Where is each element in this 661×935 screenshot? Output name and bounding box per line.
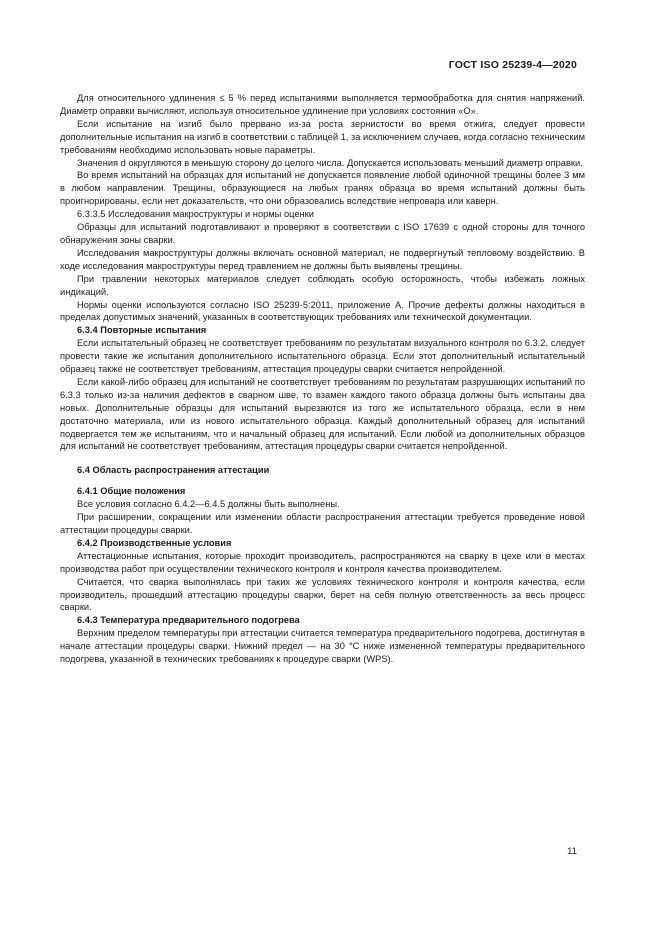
page-body (60, 92, 585, 666)
section-heading: 6.4.3 Температура предварительного подогрева (77, 615, 300, 626)
section-heading: 6.3.4 Повторные испытания (77, 325, 207, 336)
paragraph: Образцы для испытаний подготавливают и проверяют в соответствии с ISO 17639 с одной стороны для точного обнаружения зоны сварки. (60, 222, 585, 245)
section-heading: 6.4.1 Общие положения (77, 486, 186, 497)
section-heading: 6.4 Область распространения аттестации (77, 465, 270, 476)
paragraph: Все условия согласно 6.4.2—6.4.5 должны быть выполнены. (77, 499, 340, 510)
paragraph: Если испытательный образец не соответствует требованиям по результатам визуального контроля по 6.3.2, следует провести такие же испытания дополнительного испытательного образца. Если этот дополнительный испытательный образец также не соответствует требованиям, аттестация процедуры сварки считается непройденной. (60, 338, 585, 375)
paragraph: Нормы оценки используются согласно ISO 25239-5:2011, приложение A. Прочие дефекты должны находиться в пределах допустимых значений, указанных в соответствующих требованиях или технической документации. (60, 299, 585, 323)
paragraph: Исследования макроструктуры должны включать основной материал, не подвергнутый тепловому воздействию. В ходе исследования макроструктуры перед травлением не должны быть выявлены трещины. (60, 247, 585, 271)
page-number: 11 (567, 846, 577, 857)
paragraph: Если какой-либо образец для испытаний не соответствует требованиям по результатам разрушающих испытаний по 6.3.3 только из-за наличия дефектов в сварном шве, то взамен каждого такого образца должны быть испытаны два новых. Дополнительные образцы для испытаний вырезаются из того же испытательного образца, если в нем достаточно материала, или из нового испытательного образца. Каждый дополнительный образец для испытаний подвергается тем же испытаниям, что и начальный образец для испытаний. Если любой из дополнительных образцов для испытаний не соответствует требованиям, аттестация процедуры сварки считается непройденной. (60, 376, 585, 452)
paragraph: Верхним пределом температуры при аттестации считается температура предварительного подогрева, достигнутая в начале аттестации процедуры сварки. Нижний предел — на 30 °C ниже измененной температуры предварительного подогрева, указанной в технических требованиях к процедуре сварки (WPS). (60, 628, 585, 665)
document-header: ГОСТ ISO 25239-4—2020 (448, 59, 577, 71)
paragraph: Значения d округляются в меньшую сторону до целого числа. Допускается использовать меньший диаметр оправки. (77, 157, 583, 168)
paragraph: Для относительного удлинения ≤ 5 % перед испытаниями выполняется термообработка для снятия напряжений. Диаметр оправки вычисляют, используя относительное удлинение при условиях состояния «O». (60, 93, 585, 116)
subsection-title: 6.3.3.5 Исследования макроструктуры и нормы оценки (77, 209, 314, 220)
section-heading: 6.4.2 Производственные условия (77, 537, 232, 548)
paragraph: Если испытание на изгиб было прервано из-за роста зернистости во время отжига, следует провести дополнительные испытания на изгиб в соответствии с таблицей 1, за исключением случаев, когда согласно техническим требованиям необходимо использовать новые параметры. (60, 118, 585, 155)
paragraph: При расширении, сокращении или изменении области распространения аттестации требуется проведение новой аттестации процедуры сварки. (60, 512, 585, 535)
paragraph: Аттестационные испытания, которые проходит производитель, распространяются на сварку в цехе или в местах производства работ при осуществлении технического контроля и контроля качества производителем. (60, 550, 585, 574)
paragraph: При травлении некоторых материалов следует соблюдать особую осторожность, чтобы избежать ложных индикаций. (60, 273, 585, 297)
paragraph: Считается, что сварка выполнялась при таких же условиях технического контроля и контроля качества, если производитель, прошедший аттестацию процедуры сварки, берет на себя полную ответственность за весь процесс сварки. (60, 576, 585, 613)
paragraph: Во время испытаний на образцах для испытаний не допускается появление любой одиночной трещины более 3 мм в любом направлении. Трещины, образующиеся на любых гранях образца во время испытаний должны быть проигнорированы, если нет доказательств, что они образовались вследствие непровара или каверн. (60, 170, 585, 207)
